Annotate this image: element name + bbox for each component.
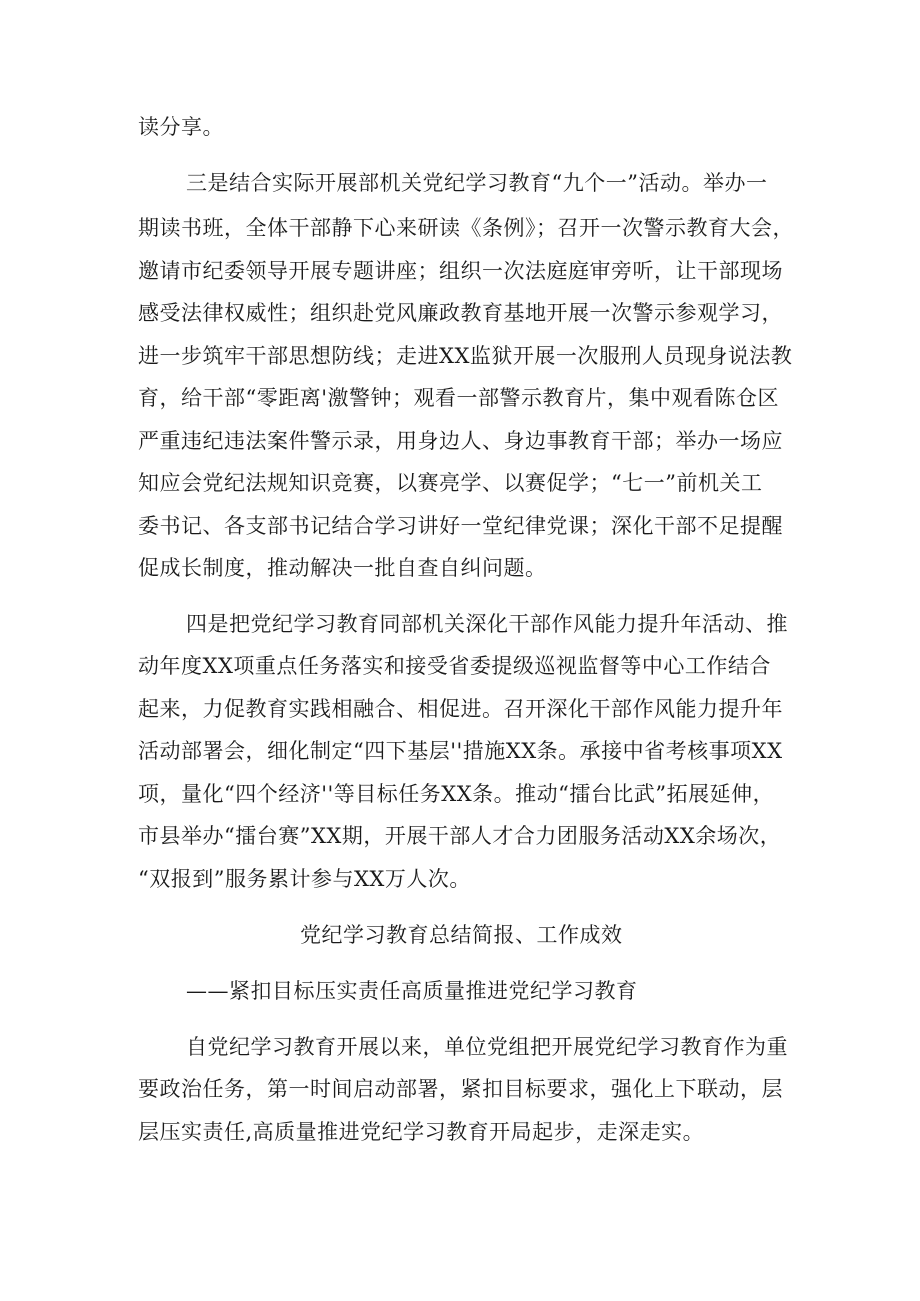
text-line: 进一步筑牢干部思想防线；走进XX监狱开展一次服刑人员现身说法教 xyxy=(138,344,793,368)
text-line: 市县举办“擂台赛”XX期，开展干部人才合力团服务活动XX余场次， xyxy=(138,824,782,848)
text-line: 感受法律权威性；组织赴党风廉政教育基地开展一次警示参观学习， xyxy=(138,301,783,325)
text-line: 要政治任务，第一时间启动部署，紧扣目标要求，强化上下联动，层 xyxy=(138,1077,783,1101)
text-line: 动年度XX项重点任务落实和接受省委提级巡视监督等中心工作结合 xyxy=(138,654,771,678)
text-line: 育，给干部“零距离'激警钟；观看一部警示教育片，集中观看陈仓区 xyxy=(138,386,780,410)
text-line: 四是把党纪学习教育同部机关深化干部作风能力提升年活动、推 xyxy=(186,612,788,636)
text-line: 项，量化“四个经济''等目标任务XX条。推动“擂台比武”拓展延伸， xyxy=(138,782,775,806)
text-line: 活动部署会，细化制定“四下基层''措施XX条。承接中省考核事项XX xyxy=(138,739,783,763)
text-line: 知应会党纪法规知识竞赛，以赛亮学、以赛促学；“七一”前机关工 xyxy=(138,471,763,495)
text-line: 层压实责任,高质量推进党纪学习教育开局起步，走深走实。 xyxy=(138,1120,705,1144)
text-line: 促成长制度，推动解决一批自查自纠问题。 xyxy=(138,556,547,580)
text-line: 期读书班，全体干部静下心来研读《条例》；召开一次警示教育大会， xyxy=(138,216,794,240)
text-line: 读分享。 xyxy=(138,115,224,139)
text-line: 三是结合实际开展部机关党纪学习教育“九个一”活动。举办一 xyxy=(186,171,768,195)
text-line: 严重违纪违法案件警示录，用身边人、身边事教育干部；举办一场应 xyxy=(138,429,783,453)
text-line: 起来，力促教育实践相融合、相促进。召开深化干部作风能力提升年 xyxy=(138,697,783,721)
text-line: 邀请市纪委领导开展专题讲座；组织一次法庭庭审旁听，让干部现场 xyxy=(138,259,783,283)
section-title: 党纪学习教育总结简报、工作成效 xyxy=(300,923,623,947)
text-line: 自党纪学习教育开展以来，单位党组把开展党纪学习教育作为重 xyxy=(186,1035,788,1059)
section-subtitle: ——紧扣目标压实责任高质量推进党纪学习教育 xyxy=(186,979,638,1003)
text-line: “双报到”服务累计参与XX万人次。 xyxy=(138,867,471,891)
text-line: 委书记、各支部书记结合学习讲好一堂纪律党课；深化干部不足提醒 xyxy=(138,514,783,538)
